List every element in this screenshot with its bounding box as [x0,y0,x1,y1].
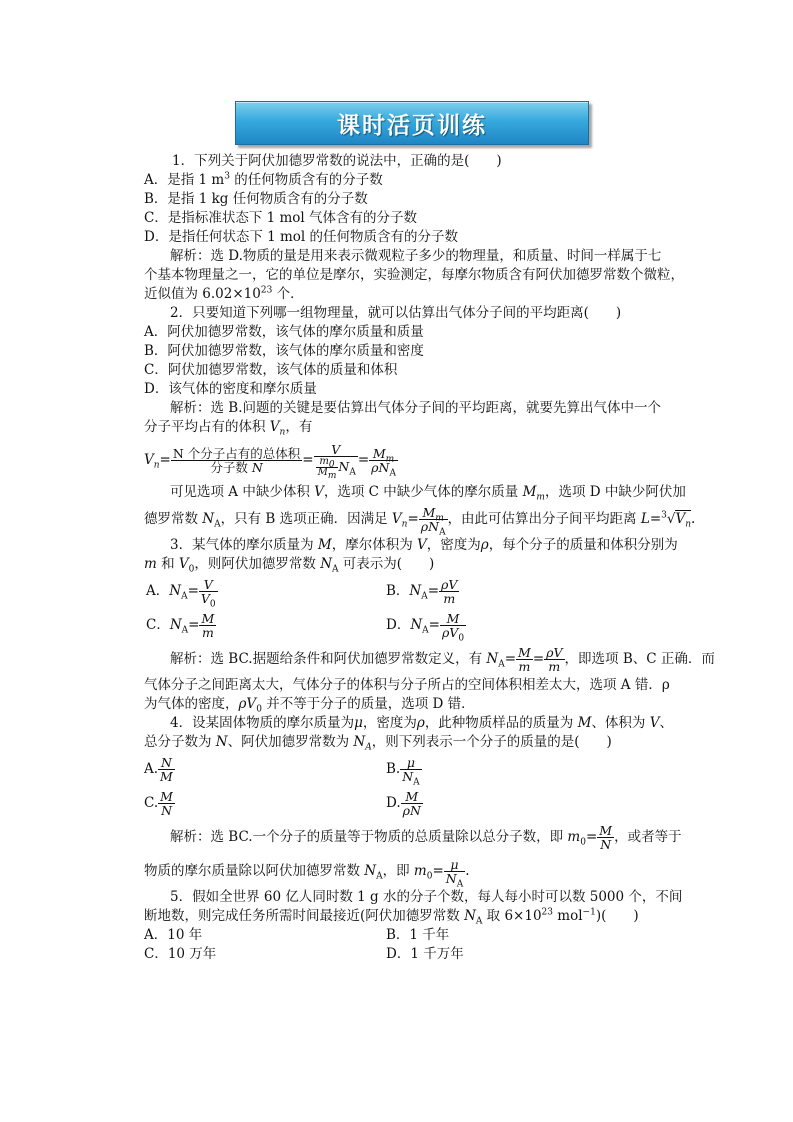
q3-option-c: C．$N_A=$ $\frac{M}{m}$ [146,611,215,640]
q1-explanation-3: 近似值为 $6.02\times 10^{23}$ 个． [144,285,304,302]
q5-stem-1: 5．假如全世界 60 亿人同时数 1 g 水的分子个数，每人每小时可以数 5000 个，不间 [170,889,683,905]
q5-stem-2: 断地数，则完成任务所需时间最接近(阿伏加德罗常数 $N_A$ 取 $6\times 10^{23}$ mol$^{-1}$)( ) [144,907,639,927]
q4-option-d: D. $\frac{M}{\rho N}$ [386,789,421,818]
q2-explanation-1: 解析：选 B.问题的关键是要估算出气体分子间的平均距离，就要先算出气体中一个 [170,400,662,416]
q2-option-d: D．该气体的密度和摩尔质量 [144,381,317,397]
q3-explanation-3: 为气体的密度，$\rho V_0$ 并不等于分子的质量，选项 D 错． [144,696,475,715]
question-content [144,152,715,964]
q4-explanation-2: 物质的摩尔质量除以阿伏加德罗常数 $N_A$，即 $m_0=$ $\frac{\mu}{N_A}$ . [144,857,470,890]
q1-option-b: B．是指 1 kg 任何物质含有的分子数 [144,191,368,207]
q3-options-row-1 [144,574,656,608]
q3-option-a: A．$N_A=$ $\frac{V}{V_0}$ [146,577,216,610]
q2-explanation-4: 德罗常数 $N_A$，只有 B 选项正确．因满足 $V_n=$ $\frac{M_m}{\rho N_A}$ ，由此可估算出分子间平均距离 $L=^3√V_n$. [144,505,696,538]
q3-option-d: D．$N_A=$ $\frac{M}{\rho V_0}$ [386,611,465,644]
q3-options-row-2 [144,608,656,642]
q1-option-c: C．是指标准状态下 1 mol 气体含有的分子数 [144,210,418,226]
q2-explanation-3: 可见选项 A 中缺少体积 V，选项 C 中缺少气体的摩尔质量 $M_m$，选项 D 中缺少阿伏加 [170,484,686,503]
q5-option-d: D．1 千万年 [386,946,464,962]
title-banner [235,101,589,145]
q1-stem: 1．下列关于阿伏加德罗常数的说法中，正确的是( ) [172,153,502,169]
q5-option-c: C．10 万年 [144,946,217,962]
page-title: 课时活页训练 [337,112,487,139]
q5-option-a: A．10 年 [144,927,203,943]
q4-options-row-2 [144,786,656,820]
q3-stem-1: 3．某气体的摩尔质量为 M，摩尔体积为 V，密度为ρ，每个分子的质量和体积分别为 [170,537,678,553]
q2-option-a: A．阿伏加德罗常数，该气体的摩尔质量和质量 [144,324,424,340]
q2-formula: $V_n=$ $\frac{\text{N 个分子占有的总体积}}{\text{分子数 N}}$ = V $\frac{m_0}{M_m}$ $N_A$ = $\frac{M_m}{\rho N_A}$ [144,442,396,481]
q3-explanation-1: 解析：选 BC.据题给条件和阿伏加德罗常数定义，有 $N_A=$ $\frac{M}{m}$ = $\frac{\rho V}{m}$ ，即选项 B、C 正确．而 [170,645,715,674]
q4-options-row-1 [144,752,656,786]
q4-option-b: B. $\frac{\mu}{N_A}$ [386,755,420,788]
q2-option-c: C．阿伏加德罗常数，该气体的质量和体积 [144,362,398,378]
q4-explanation-1: 解析：选 BC.一个分子的质量等于物质的总质量除以总分子数，即 $m_0=$ $\frac{M}{N}$ ，或者等于 [170,823,682,852]
q3-option-b: B．$N_A=$ $\frac{\rho V}{m}$ [386,577,458,606]
q4-option-c: C. $\frac{M}{N}$ [144,789,173,818]
q4-stem-1: 4．设某固体物质的摩尔质量为μ，密度为ρ，此种物质样品的质量为 M、体积为 V、 [170,715,673,731]
q2-stem: 2．只要知道下列哪一组物理量，就可以估算出气体分子间的平均距离( ) [170,305,622,321]
q4-option-a: A. $\frac{N}{M}$ [144,755,173,784]
q2-explanation-2: 分子平均占有的体积 $V_n$，有 [144,419,313,438]
q2-option-b: B．阿伏加德罗常数，该气体的摩尔质量和密度 [144,343,424,359]
q1-option-d: D．是指任何状态下 1 mol 的任何物质含有的分子数 [144,229,459,245]
q5-options-row-1 [144,926,656,945]
q3-stem-2: m 和 $V_0$，则阿伏加德罗常数 $N_A$ 可表示为( ) [144,556,435,575]
q1-explanation-2: 个基本物理量之一，它的单位是摩尔，实验测定，每摩尔物质含有阿伏加德罗常数个微粒， [144,267,684,283]
q1-explanation-1: 解析：选 D.物质的量是用来表示微观粒子多少的物理量，和质量、时间一样属于七 [170,248,662,264]
q3-explanation-2: 气体分子之间距离太大，气体分子的体积与分子所占的空间体积相差太大，选项 A 错．ρ [144,677,670,693]
q4-stem-2: 总分子数为 N、阿伏加德罗常数为 $N_A$，则下列表示一个分子的质量的是( ) [144,734,612,753]
q1-option-a: A．是指 1 $m^3$ 的任何物质含有的分子数 [144,171,383,188]
q5-options-row-2 [144,945,656,964]
q5-option-b: B．1 千年 [386,927,450,943]
